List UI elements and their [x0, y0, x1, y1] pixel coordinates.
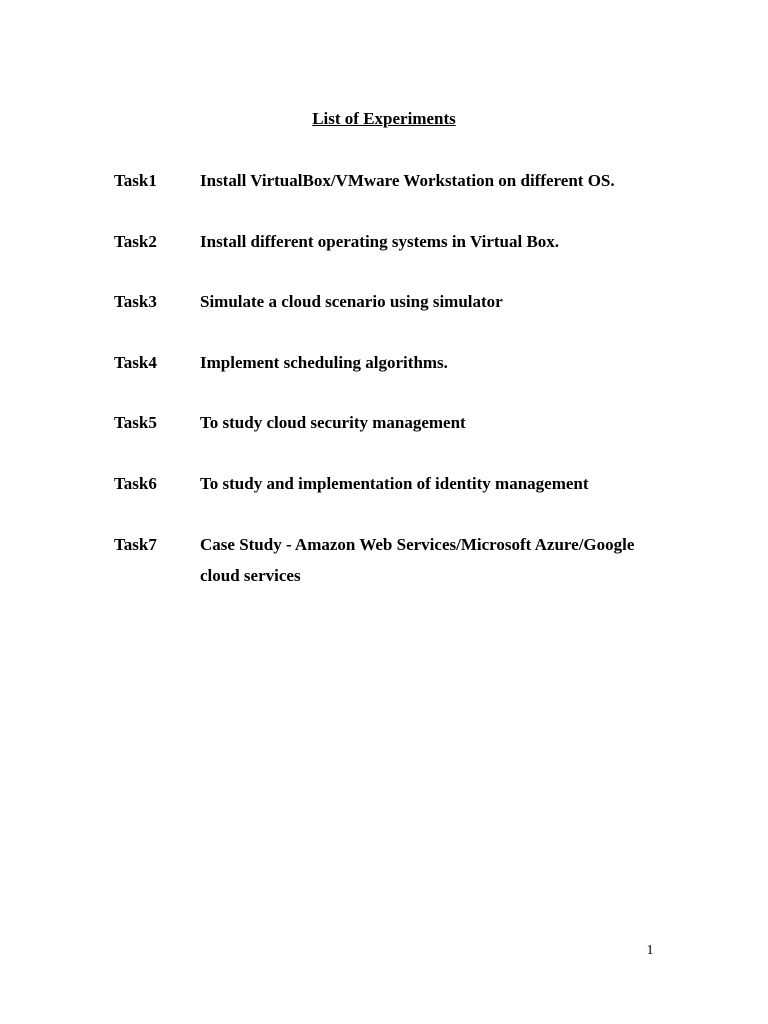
task-description: Install different operating systems in Virtual Box. — [200, 232, 560, 251]
task-label: Task5 — [114, 413, 157, 432]
task-label: Task2 — [114, 232, 157, 251]
task-description: To study and implementation of identity management — [200, 474, 589, 493]
task-label: Task7 — [114, 535, 157, 554]
task-label: Task3 — [114, 292, 157, 311]
task-label: Task6 — [114, 474, 157, 493]
task-description: Simulate a cloud scenario using simulator — [200, 292, 503, 311]
task-description: Case Study - Amazon Web Services/Microsoft Azure/Google cloud services — [200, 535, 635, 585]
page-title: List of Experiments — [312, 109, 456, 128]
task-description: Implement scheduling algorithms. — [200, 353, 448, 372]
task-label: Task4 — [114, 353, 157, 372]
task-label: Task1 — [114, 171, 157, 190]
page-number: 1 — [646, 943, 654, 958]
task-description: Install VirtualBox/VMware Workstation on different OS. — [200, 171, 615, 190]
task-description: To study cloud security management — [200, 413, 466, 432]
